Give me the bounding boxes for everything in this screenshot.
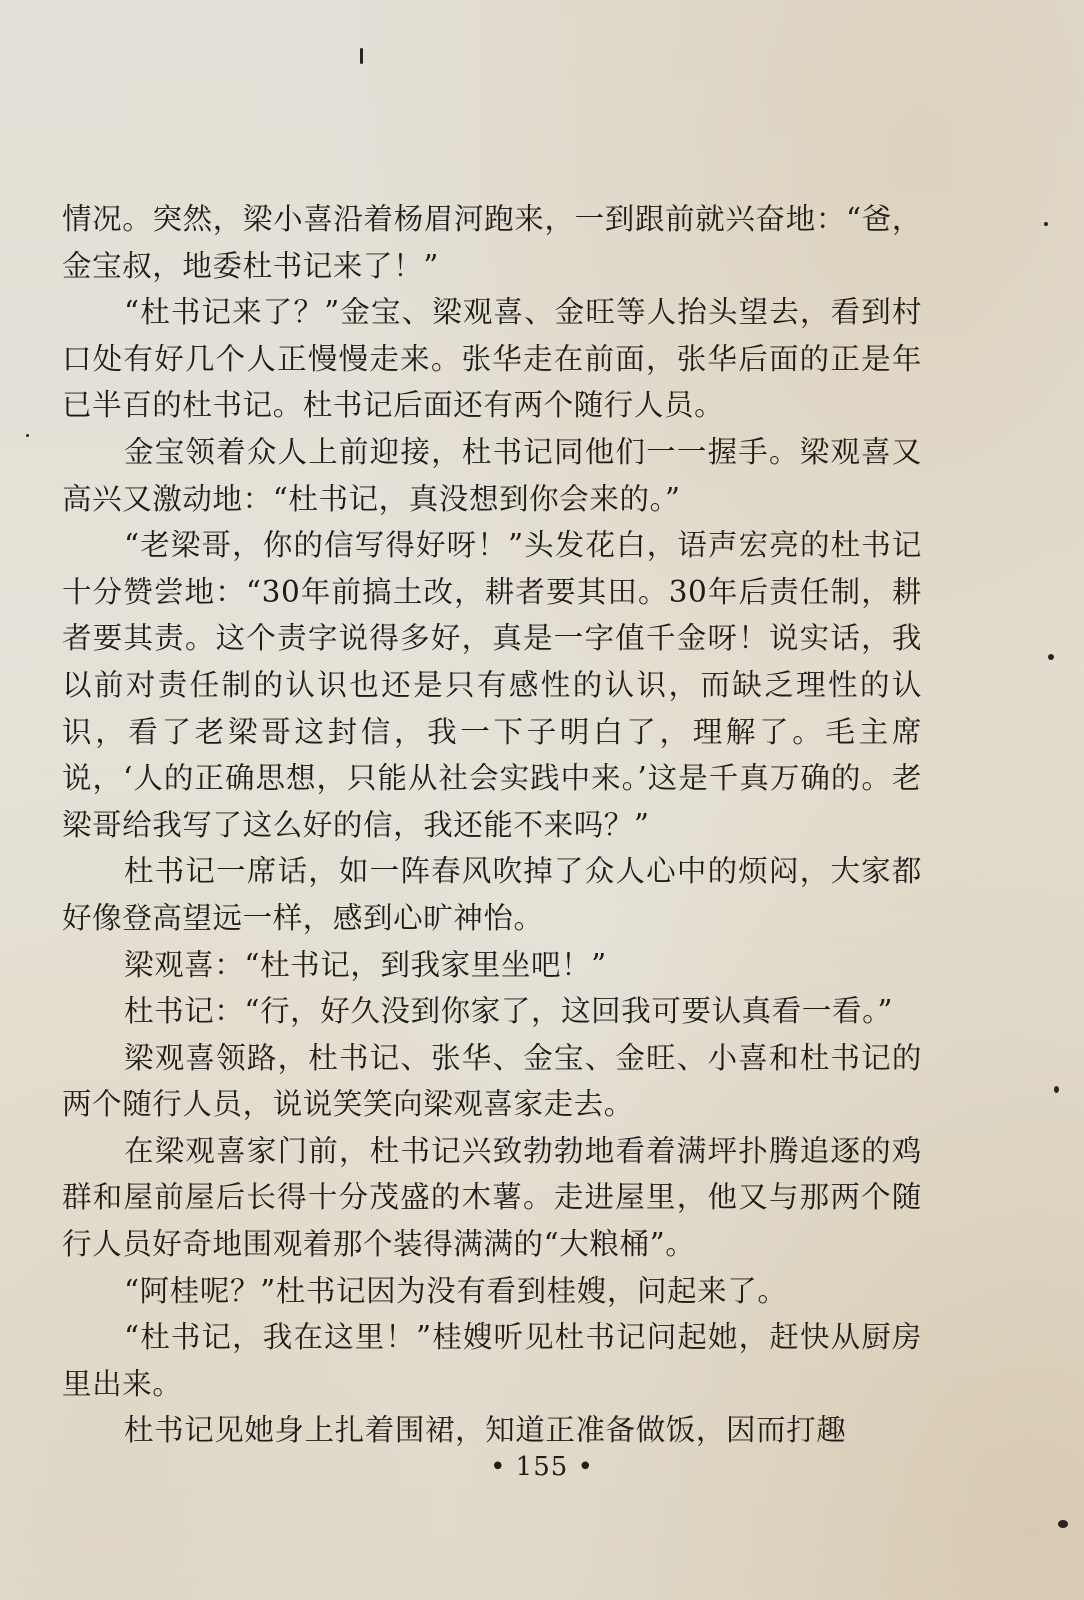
paper-speck [1048, 654, 1054, 660]
paragraph-8: 梁观喜领路，杜书记、张华、金宝、金旺、小喜和杜书记的两个随行人员，说说笑笑向梁观喜家走去。 [62, 1040, 922, 1122]
paragraph-9: 在梁观喜家门前，杜书记兴致勃勃地看着满坪扑腾追逐的鸡群和屋前屋后长得十分茂盛的木薯。走进屋里，他又与那两个随行人员好奇地围观着那个装得满满的“大粮桶”。 [62, 1133, 922, 1262]
paragraph-10: “阿桂呢？”杜书记因为没有看到桂嫂，问起来了。 [124, 1273, 788, 1308]
paper-speck [1054, 1086, 1059, 1093]
paper-speck [360, 48, 363, 64]
paragraph-3: 金宝领着众人上前迎接，杜书记同他们一一握手。梁观喜又高兴又激动地：“杜书记，真没想到你会来的。” [62, 434, 922, 516]
paragraph-12: 杜书记见她身上扎着围裙，知道正准备做饭，因而打趣 [124, 1413, 847, 1448]
paragraph-2: “杜书记来了？”金宝、梁观喜、金旺等人抬头望去，看到村口处有好几个人正慢慢走来。张华走在前面，张华后面的正是年已半百的杜书记。杜书记后面还有两个随行人员。 [62, 295, 922, 423]
paper-speck [1058, 1520, 1068, 1528]
paragraph-6: 梁观喜：“杜书记，到我家里坐吧！” [124, 947, 607, 982]
paragraph-11: “杜书记，我在这里！”桂嫂听见杜书记问起她，赶快从厨房里出来。 [62, 1320, 922, 1401]
paper-speck [26, 434, 29, 437]
paragraph-5: 杜书记一席话，如一阵春风吹掉了众人心中的烦闷，大家都好像登高望远一样，感到心旷神怡。 [62, 854, 922, 935]
paragraph-7: 杜书记：“行，好久没到你家了，这回我可要认真看一看。” [124, 994, 894, 1029]
page-number: • 155 • [490, 1452, 594, 1482]
paragraph-4: “老梁哥，你的信写得好呀！”头发花白，语声宏亮的杜书记十分赞尝地：“30年前搞土改，耕者要其田。30年后责任制，耕者要其责。这个责字说得多好，真是一字值千金呀！说实话，我以前对责任制的认识也还是只有感性的认识，而缺乏理性的认识，看了老梁哥这封信，我一下子明白了，理解了。毛主席说，‘人的正确思想，只能从社会实践中来。’这是千真万确的。老梁哥给我写了这么好的信，我还能不来吗？” [62, 528, 922, 842]
body-text [62, 196, 922, 1454]
paragraph-1: 情况。突然，梁小喜沿着杨眉河跑来，一到跟前就兴奋地：“爸，金宝叔，地委杜书记来了！” [62, 202, 922, 283]
paper-speck [1044, 222, 1048, 226]
